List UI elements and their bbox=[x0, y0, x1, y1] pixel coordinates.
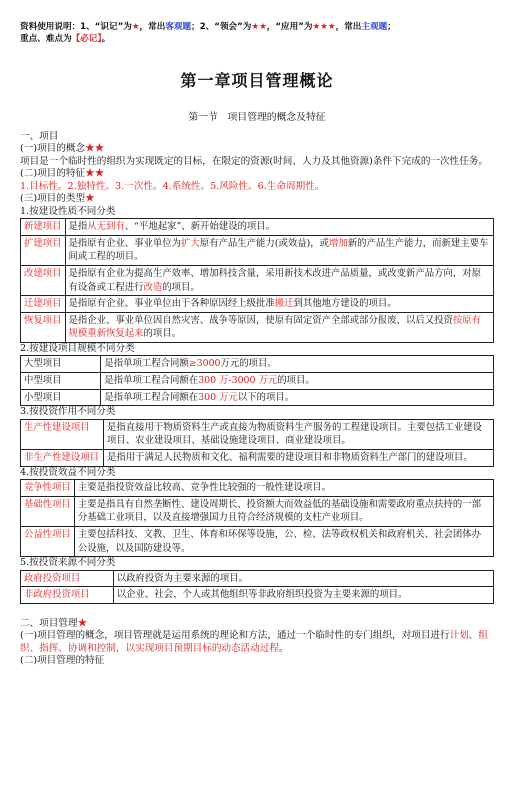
notice-text: ，常出 bbox=[335, 22, 362, 32]
row-key: 政府投资项目 bbox=[21, 570, 114, 587]
row-value: 是指单项工程合同额≥3000万元的项目。 bbox=[101, 356, 494, 373]
table-row bbox=[21, 265, 494, 295]
notice-text: ；2、“领会”为 bbox=[191, 22, 252, 32]
table-row bbox=[21, 419, 494, 449]
star-icon: ★★★ bbox=[312, 22, 336, 32]
row-value: 主要是指具有自然垄断性、建设周期长、投资额大而效益低的基础设施和需要政府重点扶持的一部分基础工业项目，以及直接增强国力且符合经济规模的支柱产业项目。 bbox=[74, 496, 493, 526]
by-use-heading: 3.按投资作用不同分类 bbox=[20, 406, 116, 418]
row-value: 以政府投资为主要来源的项目。 bbox=[113, 570, 493, 587]
by-scale-heading: 2.按建设项目规模不同分类 bbox=[20, 343, 135, 354]
by-benefit-heading: 4.按投资效益不同分类 bbox=[20, 466, 116, 478]
heading-features: (二)项目的特征★★ bbox=[20, 168, 105, 180]
row-key: 新建项目 bbox=[21, 219, 66, 236]
table-row bbox=[21, 587, 494, 604]
row-value: 是指用于满足人民物质和文化、福利需要的建设项目和非物质资料生产部门的建设项目。 bbox=[104, 450, 494, 467]
concept-text: 项目是一个临时性的组织为实现既定的目标，在限定的资源(时间、人力及其他资源)条件下完成的一次性任务。 bbox=[20, 155, 488, 167]
star-icon: ★★ bbox=[85, 143, 105, 155]
notice-text: ，“应用”为 bbox=[266, 22, 313, 32]
table-row bbox=[21, 296, 494, 313]
row-value: 是指从无到有、“平地起家”、新开始建设的项目。 bbox=[65, 219, 493, 236]
section-title: 第一节 项目管理的概念及特征 bbox=[188, 111, 326, 123]
star-icon: ★ bbox=[85, 193, 95, 205]
table-row bbox=[21, 527, 494, 557]
notice-text: ，常出 bbox=[139, 22, 166, 32]
heading-project-management: 二、项目管理★ bbox=[20, 618, 88, 629]
row-key: 扩建项目 bbox=[21, 235, 66, 265]
row-key: 小型项目 bbox=[21, 389, 101, 406]
row-key: 大型项目 bbox=[21, 356, 101, 373]
nature-table bbox=[20, 218, 494, 343]
notice-text: ； bbox=[387, 22, 396, 32]
row-key: 基础性项目 bbox=[21, 496, 75, 526]
by-nature-heading: 1.按建设性质不同分类 bbox=[20, 205, 116, 217]
must-remember-label: 【必记】 bbox=[71, 33, 102, 44]
row-value: 是指原有企业、事业单位由于各种原因经上级批准搬迁到其他地方建设的项目。 bbox=[65, 296, 493, 313]
notice-text: 重点、难点为 bbox=[20, 33, 72, 44]
objective-question-label: 客观题 bbox=[165, 22, 192, 32]
notice-text: 资料使用说明：1、“识记”为 bbox=[20, 22, 132, 32]
subjective-question-label: 主观题 bbox=[361, 22, 388, 32]
row-key: 公益性项目 bbox=[21, 527, 75, 557]
row-key: 非政府投资项目 bbox=[21, 587, 114, 604]
star-icon: ★ bbox=[131, 22, 140, 32]
row-value: 是指原有企业、事业单位为扩大原有产品生产能力(或效益)，或增加新的产品生产能力，而新建主要车间或工程的项目。 bbox=[65, 235, 493, 265]
row-value: 是指单项工程合同额在300 万-3000 万元的项目。 bbox=[101, 373, 494, 390]
row-key: 竞争性项目 bbox=[21, 480, 75, 497]
row-key: 非生产性建设项目 bbox=[21, 450, 104, 467]
row-value: 是指单项工程合同额在300 万元以下的项目。 bbox=[101, 389, 494, 406]
heading-project: 一、项目 bbox=[20, 130, 59, 142]
row-value: 是指企业、事业单位因自然灾害、战争等原因，使原有固定资产全部或部分报废，以后又投资按原有规模重新恢复起来的项目。 bbox=[65, 312, 493, 342]
table-row bbox=[21, 312, 494, 342]
use-table bbox=[20, 419, 494, 467]
star-icon: ★★ bbox=[251, 22, 267, 32]
table-row bbox=[21, 496, 494, 526]
row-key: 改建项目 bbox=[21, 265, 66, 295]
heading-types: (三)项目的类型★ bbox=[20, 193, 95, 205]
table-row bbox=[21, 219, 494, 236]
by-source-heading: 5.按投资来源不同分类 bbox=[20, 557, 116, 569]
notice-text: 。 bbox=[101, 33, 111, 44]
source-table bbox=[20, 570, 494, 604]
row-key: 生产性建设项目 bbox=[21, 419, 104, 449]
table-row bbox=[21, 570, 494, 587]
row-value: 主要是指投资效益比较高、竞争性比较强的一般性建设项目。 bbox=[74, 480, 493, 497]
table-row bbox=[21, 480, 494, 497]
heading-concept: (一)项目的概念★★ bbox=[20, 143, 105, 155]
features-list: 1.目标性。2.独特性。3.一次性。4.系统性。5.风险性。6.生命周期性。 bbox=[20, 180, 325, 192]
row-value: 是指直接用于物质资料生产或直接为物质资料生产服务的工程建设项目。主要包括工业建设项目、农业建设项目、基础设施建设项目、商业建设项目。 bbox=[104, 419, 494, 449]
table-row bbox=[21, 235, 494, 265]
table-row bbox=[21, 373, 494, 390]
pm-features-heading: (二)项目管理的特征 bbox=[20, 655, 105, 667]
star-icon: ★ bbox=[77, 618, 88, 629]
benefit-table bbox=[20, 479, 494, 557]
row-value: 是指原有企业为提高生产效率、增加科技含量，采用新技术改进产品质量，或改变新产品方向，对原有设备或工程进行改造的项目。 bbox=[65, 265, 493, 295]
row-key: 迁建项目 bbox=[21, 296, 66, 313]
table-row bbox=[21, 356, 494, 373]
table-row bbox=[21, 450, 494, 467]
scale-table bbox=[20, 355, 494, 406]
row-value: 主要包括科技、文教、卫生、体育和环保等设施，公、检、法等政权机关和政府机关、社会团体办公设施，以及国防建设等。 bbox=[74, 527, 493, 557]
star-icon: ★★ bbox=[85, 168, 105, 180]
row-key: 恢复项目 bbox=[21, 312, 66, 342]
pm-concept-text: (一)项目管理的概念，项目管理就是运用系统的理论和方法，通过一个临时性的专门组织，对项目进行计划、组织、指挥、协调和控制，以实现项目预期目标的动态活动过程。 bbox=[20, 630, 488, 654]
row-value: 以企业、社会、个人或其他组织等非政府组织投资为主要来源的项目。 bbox=[113, 587, 493, 604]
row-key: 中型项目 bbox=[21, 373, 101, 390]
chapter-title: 第一章项目管理概论 bbox=[180, 71, 334, 91]
usage-notice bbox=[20, 0, 494, 45]
table-row bbox=[21, 389, 494, 406]
